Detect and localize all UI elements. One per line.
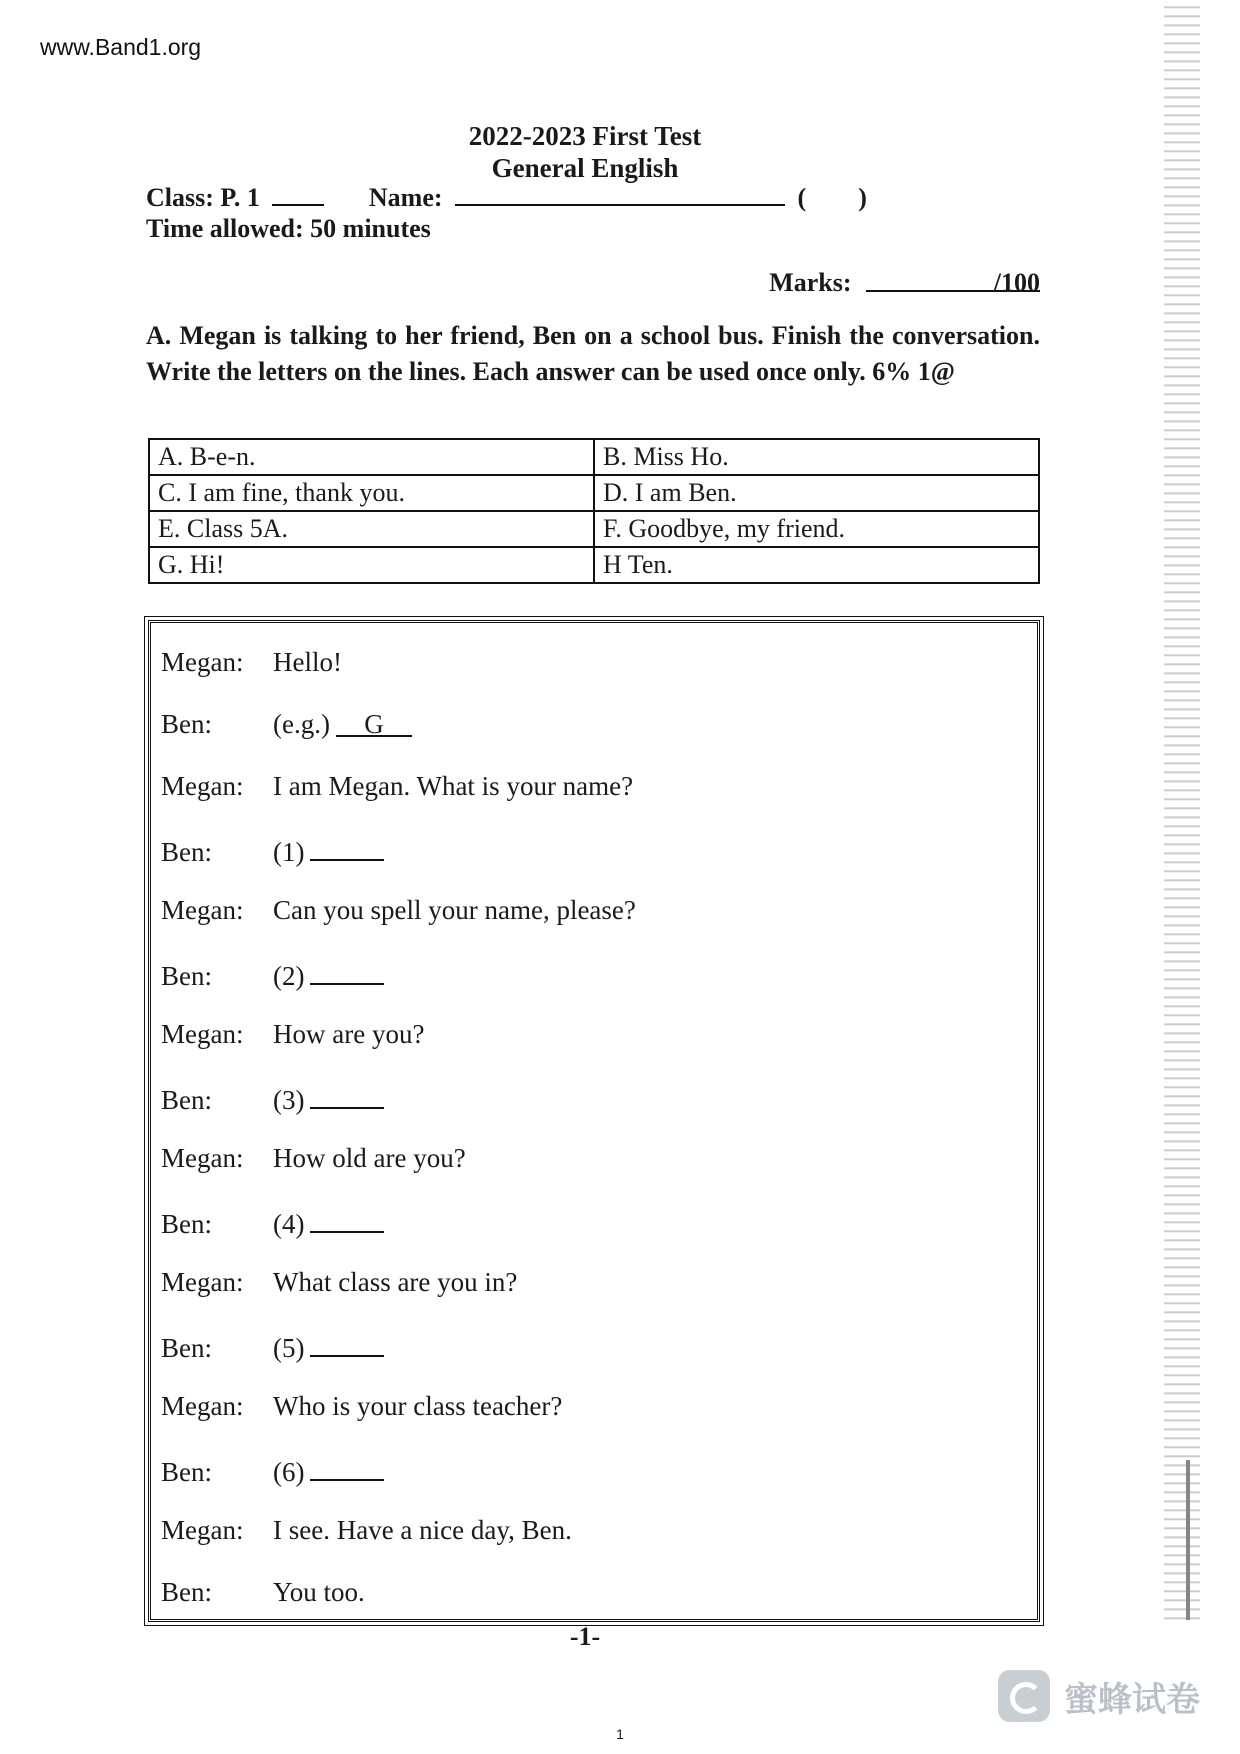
dialogue-line: [161, 1329, 384, 1364]
class-name-row: [146, 182, 867, 213]
marks-label: Marks:: [769, 268, 852, 297]
line-text: (e.g.): [273, 709, 330, 739]
speaker: Ben:: [161, 1333, 212, 1363]
line-text: What class are you in?: [273, 1267, 518, 1297]
answer-options-table: [148, 438, 1040, 584]
class-blank[interactable]: [272, 182, 324, 206]
name-label: Name:: [368, 183, 443, 212]
section-a-instruction: A. Megan is talking to her friend, Ben on a school bus. Finish the conversation. Write the letters on the lines. Each answer can be used once only. 6% 1@: [146, 321, 1040, 386]
marks-total: /100: [993, 268, 1040, 297]
speaker: Ben:: [161, 961, 212, 991]
speaker: Ben:: [161, 837, 212, 867]
line-text: How old are you?: [273, 1143, 466, 1173]
speaker: Ben:: [161, 1457, 212, 1487]
marks-blank[interactable]: [866, 268, 1040, 297]
option-a: A. B-e-n.: [149, 439, 594, 475]
line-text: (4): [273, 1209, 305, 1239]
speaker: Ben:: [161, 1209, 212, 1239]
dialogue-box: [148, 620, 1040, 1622]
dialogue-line: [161, 1205, 384, 1240]
option-h: H Ten.: [594, 547, 1039, 583]
line-text: (3): [273, 1085, 305, 1115]
answer-blank-1[interactable]: [310, 833, 384, 861]
test-title-block: [0, 120, 1170, 184]
class-number-paren: ( ): [797, 183, 867, 212]
dialogue-line: [161, 771, 633, 802]
option-d: D. I am Ben.: [594, 475, 1039, 511]
time-allowed: Time allowed: 50 minutes: [146, 214, 431, 243]
line-text: I am Megan. What is your name?: [273, 771, 634, 801]
speaker: Megan:: [161, 1391, 244, 1421]
answer-blank-4[interactable]: [310, 1205, 384, 1233]
test-title: 2022-2023 First Test: [468, 121, 702, 151]
scan-edge-artifact: [1164, 0, 1200, 1620]
site-url: www.Band1.org: [40, 34, 202, 60]
speaker: Megan:: [161, 771, 244, 801]
dialogue-line: [161, 957, 384, 992]
table-row: [149, 511, 1039, 547]
dialogue-line: [161, 833, 384, 868]
line-text: (2): [273, 961, 305, 991]
page-label: -1-: [569, 1622, 601, 1651]
test-subject: General English: [491, 153, 679, 183]
dialogue-line: [161, 1143, 466, 1174]
line-text: Hello!: [273, 647, 342, 677]
class-label: Class: P. 1: [146, 183, 260, 212]
dialogue-line: [161, 895, 636, 926]
answer-blank-3[interactable]: [310, 1081, 384, 1109]
option-e: E. Class 5A.: [149, 511, 594, 547]
dialogue-line: [161, 1019, 424, 1050]
name-blank[interactable]: [455, 182, 785, 206]
dialogue-line: [161, 709, 412, 740]
speaker: Megan:: [161, 647, 244, 677]
table-row: [149, 547, 1039, 583]
table-row: [149, 439, 1039, 475]
option-g: G. Hi!: [149, 547, 594, 583]
speaker: Megan:: [161, 1019, 244, 1049]
table-row: [149, 475, 1039, 511]
speaker: Megan:: [161, 1143, 244, 1173]
watermark-logo-icon: [998, 1670, 1050, 1722]
line-text: You too.: [273, 1577, 365, 1607]
line-text: Can you spell your name, please?: [273, 895, 636, 925]
line-text: How are you?: [273, 1019, 425, 1049]
speaker: Megan:: [161, 895, 244, 925]
dialogue-line: [161, 647, 342, 678]
dialogue-line: [161, 1515, 572, 1546]
line-text: I see. Have a nice day, Ben.: [273, 1515, 572, 1545]
answer-blank-5[interactable]: [310, 1329, 384, 1357]
dialogue-line: [161, 1391, 562, 1422]
speaker: Ben:: [161, 709, 212, 739]
line-text: (5): [273, 1333, 305, 1363]
dialogue-line: [161, 1577, 365, 1608]
dialogue-line: [161, 1267, 517, 1298]
marks-row: [769, 268, 1040, 298]
option-b: B. Miss Ho.: [594, 439, 1039, 475]
speaker: Ben:: [161, 1085, 212, 1115]
speaker: Megan:: [161, 1515, 244, 1545]
option-c: C. I am fine, thank you.: [149, 475, 594, 511]
watermark-text: 蜜蜂试卷: [1064, 1679, 1200, 1720]
speaker: Ben:: [161, 1577, 212, 1607]
watermark: [998, 1670, 1200, 1722]
line-text: Who is your class teacher?: [273, 1391, 563, 1421]
example-answer: G: [336, 709, 412, 737]
answer-blank-6[interactable]: [310, 1453, 384, 1481]
answer-blank-2[interactable]: [310, 957, 384, 985]
page-number: 1: [616, 1726, 624, 1742]
dialogue-line: [161, 1081, 384, 1116]
dialogue-line: [161, 1453, 384, 1488]
line-text: (1): [273, 837, 305, 867]
line-text: (6): [273, 1457, 305, 1487]
speaker: Megan:: [161, 1267, 244, 1297]
option-f: F. Goodbye, my friend.: [594, 511, 1039, 547]
